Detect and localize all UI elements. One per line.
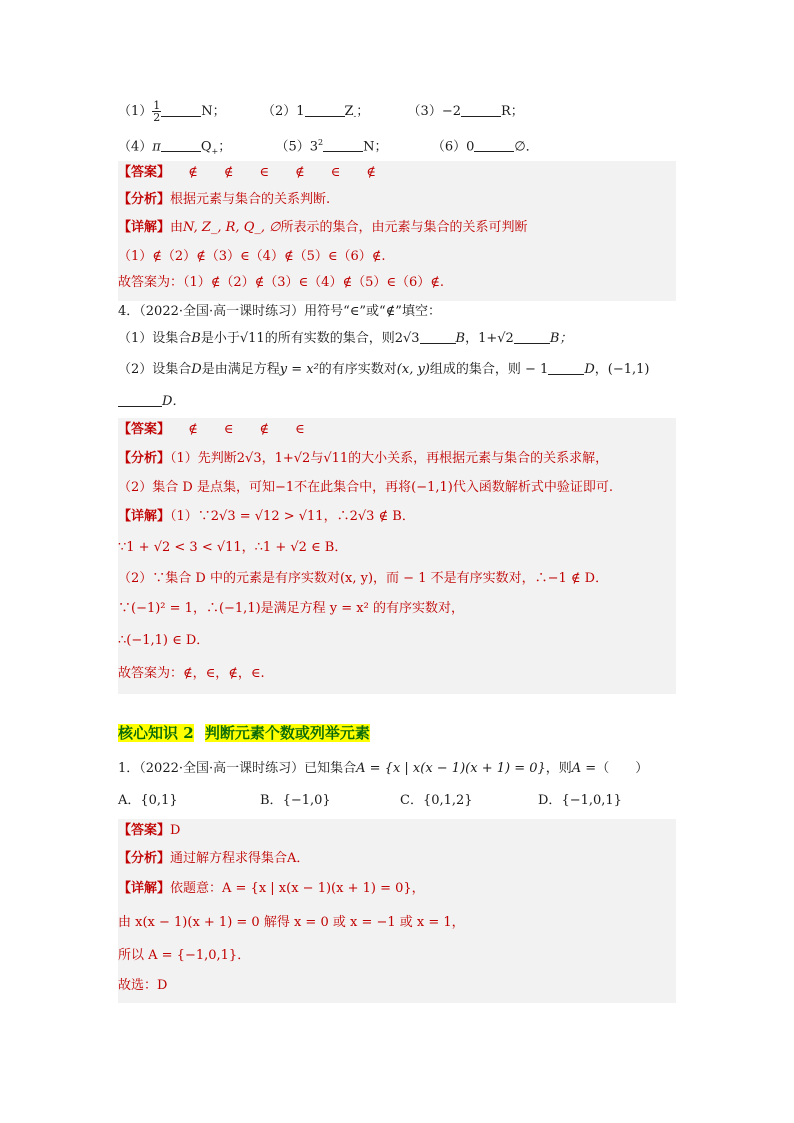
answer-blank[interactable] xyxy=(548,360,584,375)
answer-blank[interactable] xyxy=(420,329,456,344)
q3-items-row-1: （1） $\frac{1}{2}$ N； （2）1 $Z_-$； （3）−2 R； xyxy=(118,99,524,124)
q4-detail-2: ∵1 + √2 < 3 < √11，∴1 + √2 ∈ B． xyxy=(118,540,348,555)
q1-analysis-line: 【分析】通过解方程求得集合A． xyxy=(118,851,310,866)
q4-conclusion: 故答案为：∉，∈，∉，∈. xyxy=(118,666,265,681)
q3-item-1-prefix: （1） xyxy=(118,104,153,119)
section-heading: 核心知识 2 判断元素个数或列举元素 xyxy=(118,724,370,742)
option-c[interactable]: C．{0,1,2} xyxy=(400,793,473,808)
q4-detail-5: ∴(−1,1) ∈ D． xyxy=(118,633,210,648)
fraction-one-half: $\frac{1}{2}$ xyxy=(153,99,161,124)
q4-analysis-2: （2）集合 D 是点集，可知−1不在此集合中，再将(−1,1)代入函数解析式中验证即可. xyxy=(118,480,613,495)
q4-part-2: （2）设集合D是由满足方程y = x²的有序实数对(x, y)组成的集合，则 − 1 D，(−1,1) xyxy=(118,362,650,377)
answer-blank[interactable] xyxy=(305,102,345,117)
answer-blank[interactable] xyxy=(118,392,162,407)
answer-blank[interactable] xyxy=(323,137,363,152)
q4-detail-4: ∵(−1)² = 1，∴(−1,1)是满足方程 y = x² 的有序实数对， xyxy=(118,601,464,616)
answer-blank[interactable] xyxy=(461,102,501,117)
q1-solution-box xyxy=(118,819,676,1003)
q1-detail-3: 所以 A = {−1,0,1}． xyxy=(118,948,251,963)
q4-analysis-1: 【分析】（1）先判断2√3，1+√2与√11的大小关系，再根据元素与集合的关系求解， xyxy=(118,451,609,466)
q1-stem: 1．（2022·全国·高一课时练习）已知集合A = {x | x(x − 1)(x + 1) = 0}，则A =（ ） xyxy=(118,761,649,776)
option-b[interactable]: B．{−1,0} xyxy=(260,793,331,808)
q4-part-1: （1）设集合B是小于√11的所有实数的集合，则2√3 B，1+√2 B； xyxy=(118,331,573,346)
q1-detail-2: 由 x(x − 1)(x + 1) = 0 解得 x = 0 或 x = −1 或 x = 1， xyxy=(118,915,465,930)
q3-detail-line: 【详解】由N, Z_, R, Q_, ∅所表示的集合，由元素与集合的关系可判断 xyxy=(118,220,528,235)
answer-blank[interactable] xyxy=(161,102,201,117)
q3-result-line: （1）∉（2）∉（3）∈（4）∉（5）∈（6）∉. xyxy=(118,249,386,264)
q1-conclusion: 故选：D xyxy=(118,978,168,993)
option-d[interactable]: D．{−1,0,1} xyxy=(538,793,622,808)
answer-blank[interactable] xyxy=(161,137,201,152)
q3-answer-line: 【答案】 ∉ ∉ ∈ ∉ ∈ ∉ xyxy=(118,165,376,180)
answer-blank[interactable] xyxy=(474,137,514,152)
q1-detail-1: 【详解】依题意：A = {x | x(x − 1)(x + 1) = 0}， xyxy=(118,881,425,896)
q4-detail-1: 【详解】（1）∵2√3 = √12 > √11，∴2√3 ∉ B． xyxy=(118,509,415,524)
q3-analysis-line: 【分析】根据元素与集合的关系判断. xyxy=(118,192,331,207)
q1-options xyxy=(118,791,638,811)
q1-answer-line: 【答案】D xyxy=(118,823,181,838)
q4-detail-3: （2）∵集合 D 中的元素是有序实数对(x, y)，而 − 1 不是有序实数对，∴−1 ∉ D． xyxy=(118,571,609,586)
q3-conclusion: 故答案为：（1）∉（2）∉（3）∈（4）∉（5）∈（6）∉. xyxy=(118,275,444,290)
q4-stem: 4．（2022·全国·高一课时练习）用符号“∈”或“∉”填空： xyxy=(118,304,441,319)
option-a[interactable]: A．{0,1} xyxy=(118,793,178,808)
answer-blank[interactable] xyxy=(514,329,550,344)
q3-items-row-2: （4）π $Q_+$； $(5)3^2$ N； （6）0 ∅． xyxy=(118,138,539,156)
q4-part-2-cont: D． xyxy=(118,392,185,412)
q4-answer-line: 【答案】 ∉ ∈ ∉ ∈ xyxy=(118,422,305,437)
